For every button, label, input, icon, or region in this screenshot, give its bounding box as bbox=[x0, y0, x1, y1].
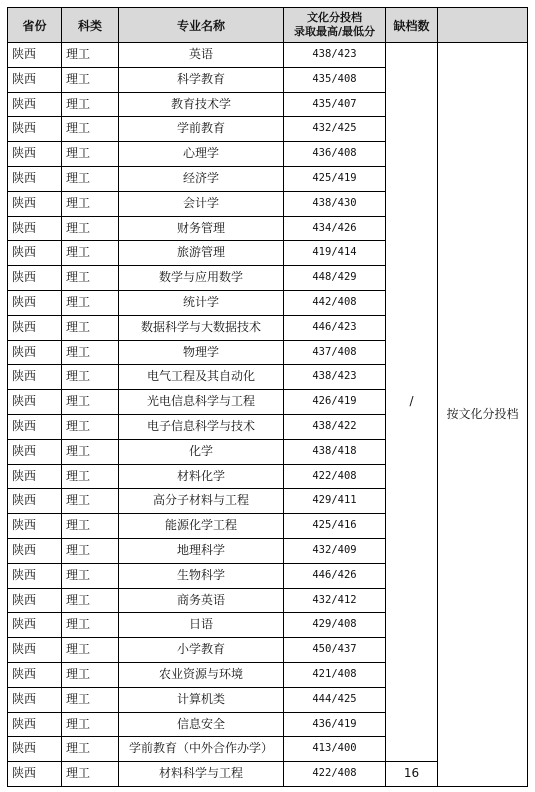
score-cell: 446/423 bbox=[284, 315, 386, 340]
province-cell: 陕西 bbox=[8, 662, 62, 687]
score-cell: 425/419 bbox=[284, 166, 386, 191]
score-cell: 432/412 bbox=[284, 588, 386, 613]
score-cell: 438/430 bbox=[284, 191, 386, 216]
score-cell: 422/408 bbox=[284, 464, 386, 489]
header-score-line1: 文化分投档 bbox=[307, 11, 362, 24]
score-cell: 434/426 bbox=[284, 216, 386, 241]
category-cell: 理工 bbox=[62, 737, 119, 762]
province-cell: 陕西 bbox=[8, 712, 62, 737]
score-cell: 422/408 bbox=[284, 762, 386, 787]
header-score-line2: 录取最高/最低分 bbox=[293, 25, 376, 38]
province-cell: 陕西 bbox=[8, 464, 62, 489]
category-cell: 理工 bbox=[62, 266, 119, 291]
major-cell: 旅游管理 bbox=[119, 241, 284, 266]
major-cell: 小学教育 bbox=[119, 638, 284, 663]
province-cell: 陕西 bbox=[8, 290, 62, 315]
score-cell: 435/407 bbox=[284, 92, 386, 117]
table-header-row bbox=[8, 8, 528, 43]
major-cell: 经济学 bbox=[119, 166, 284, 191]
score-cell: 432/425 bbox=[284, 117, 386, 142]
province-cell: 陕西 bbox=[8, 216, 62, 241]
admission-score-table bbox=[7, 7, 528, 787]
category-cell: 理工 bbox=[62, 514, 119, 539]
category-cell: 理工 bbox=[62, 390, 119, 415]
province-cell: 陕西 bbox=[8, 365, 62, 390]
category-cell: 理工 bbox=[62, 315, 119, 340]
province-cell: 陕西 bbox=[8, 142, 62, 167]
category-cell: 理工 bbox=[62, 290, 119, 315]
score-cell: 436/408 bbox=[284, 142, 386, 167]
category-cell: 理工 bbox=[62, 92, 119, 117]
header-shortage: 缺档数 bbox=[386, 8, 438, 43]
category-cell: 理工 bbox=[62, 43, 119, 68]
province-cell: 陕西 bbox=[8, 67, 62, 92]
province-cell: 陕西 bbox=[8, 166, 62, 191]
province-cell: 陕西 bbox=[8, 241, 62, 266]
table-body bbox=[8, 43, 528, 787]
score-cell: 429/411 bbox=[284, 489, 386, 514]
category-cell: 理工 bbox=[62, 613, 119, 638]
score-cell: 444/425 bbox=[284, 687, 386, 712]
category-cell: 理工 bbox=[62, 662, 119, 687]
province-cell: 陕西 bbox=[8, 563, 62, 588]
score-cell: 438/423 bbox=[284, 43, 386, 68]
score-cell: 429/408 bbox=[284, 613, 386, 638]
category-cell: 理工 bbox=[62, 414, 119, 439]
major-cell: 计算机类 bbox=[119, 687, 284, 712]
province-cell: 陕西 bbox=[8, 514, 62, 539]
major-cell: 心理学 bbox=[119, 142, 284, 167]
category-cell: 理工 bbox=[62, 563, 119, 588]
category-cell: 理工 bbox=[62, 588, 119, 613]
score-cell: 421/408 bbox=[284, 662, 386, 687]
province-cell: 陕西 bbox=[8, 315, 62, 340]
major-cell: 物理学 bbox=[119, 340, 284, 365]
category-cell: 理工 bbox=[62, 538, 119, 563]
province-cell: 陕西 bbox=[8, 762, 62, 787]
note-merged-cell: 按文化分投档 bbox=[438, 43, 528, 787]
province-cell: 陕西 bbox=[8, 340, 62, 365]
major-cell: 统计学 bbox=[119, 290, 284, 315]
major-cell: 电子信息科学与技术 bbox=[119, 414, 284, 439]
province-cell: 陕西 bbox=[8, 687, 62, 712]
score-cell: 438/423 bbox=[284, 365, 386, 390]
major-cell: 材料化学 bbox=[119, 464, 284, 489]
shortage-last-cell: 16 bbox=[386, 762, 438, 787]
major-cell: 生物科学 bbox=[119, 563, 284, 588]
score-cell: 438/418 bbox=[284, 439, 386, 464]
category-cell: 理工 bbox=[62, 464, 119, 489]
major-cell: 地理科学 bbox=[119, 538, 284, 563]
province-cell: 陕西 bbox=[8, 613, 62, 638]
category-cell: 理工 bbox=[62, 365, 119, 390]
major-cell: 数据科学与大数据技术 bbox=[119, 315, 284, 340]
score-cell: 446/426 bbox=[284, 563, 386, 588]
major-cell: 会计学 bbox=[119, 191, 284, 216]
header-category: 科类 bbox=[62, 8, 119, 43]
category-cell: 理工 bbox=[62, 191, 119, 216]
header-province: 省份 bbox=[8, 8, 62, 43]
score-cell: 436/419 bbox=[284, 712, 386, 737]
province-cell: 陕西 bbox=[8, 588, 62, 613]
score-cell: 435/408 bbox=[284, 67, 386, 92]
major-cell: 英语 bbox=[119, 43, 284, 68]
province-cell: 陕西 bbox=[8, 737, 62, 762]
category-cell: 理工 bbox=[62, 489, 119, 514]
province-cell: 陕西 bbox=[8, 191, 62, 216]
major-cell: 电气工程及其自动化 bbox=[119, 365, 284, 390]
header-major: 专业名称 bbox=[119, 8, 284, 43]
score-cell: 450/437 bbox=[284, 638, 386, 663]
major-cell: 化学 bbox=[119, 439, 284, 464]
province-cell: 陕西 bbox=[8, 266, 62, 291]
major-cell: 材料科学与工程 bbox=[119, 762, 284, 787]
category-cell: 理工 bbox=[62, 762, 119, 787]
category-cell: 理工 bbox=[62, 241, 119, 266]
major-cell: 高分子材料与工程 bbox=[119, 489, 284, 514]
major-cell: 信息安全 bbox=[119, 712, 284, 737]
score-cell: 437/408 bbox=[284, 340, 386, 365]
province-cell: 陕西 bbox=[8, 538, 62, 563]
province-cell: 陕西 bbox=[8, 414, 62, 439]
province-cell: 陕西 bbox=[8, 390, 62, 415]
province-cell: 陕西 bbox=[8, 439, 62, 464]
province-cell: 陕西 bbox=[8, 638, 62, 663]
major-cell: 农业资源与环境 bbox=[119, 662, 284, 687]
major-cell: 光电信息科学与工程 bbox=[119, 390, 284, 415]
province-cell: 陕西 bbox=[8, 489, 62, 514]
category-cell: 理工 bbox=[62, 638, 119, 663]
province-cell: 陕西 bbox=[8, 117, 62, 142]
header-score bbox=[284, 8, 386, 43]
major-cell: 商务英语 bbox=[119, 588, 284, 613]
category-cell: 理工 bbox=[62, 67, 119, 92]
category-cell: 理工 bbox=[62, 166, 119, 191]
category-cell: 理工 bbox=[62, 439, 119, 464]
major-cell: 教育技术学 bbox=[119, 92, 284, 117]
shortage-merged-cell: / bbox=[386, 43, 438, 762]
category-cell: 理工 bbox=[62, 142, 119, 167]
major-cell: 学前教育 bbox=[119, 117, 284, 142]
score-cell: 432/409 bbox=[284, 538, 386, 563]
score-cell: 438/422 bbox=[284, 414, 386, 439]
major-cell: 能源化学工程 bbox=[119, 514, 284, 539]
major-cell: 财务管理 bbox=[119, 216, 284, 241]
major-cell: 科学教育 bbox=[119, 67, 284, 92]
header-note bbox=[438, 8, 528, 43]
major-cell: 数学与应用数学 bbox=[119, 266, 284, 291]
category-cell: 理工 bbox=[62, 687, 119, 712]
score-cell: 426/419 bbox=[284, 390, 386, 415]
major-cell: 学前教育（中外合作办学） bbox=[119, 737, 284, 762]
category-cell: 理工 bbox=[62, 117, 119, 142]
category-cell: 理工 bbox=[62, 216, 119, 241]
table-row bbox=[8, 43, 528, 68]
category-cell: 理工 bbox=[62, 712, 119, 737]
score-cell: 419/414 bbox=[284, 241, 386, 266]
score-cell: 442/408 bbox=[284, 290, 386, 315]
score-cell: 425/416 bbox=[284, 514, 386, 539]
category-cell: 理工 bbox=[62, 340, 119, 365]
province-cell: 陕西 bbox=[8, 92, 62, 117]
score-cell: 413/400 bbox=[284, 737, 386, 762]
province-cell: 陕西 bbox=[8, 43, 62, 68]
score-cell: 448/429 bbox=[284, 266, 386, 291]
major-cell: 日语 bbox=[119, 613, 284, 638]
